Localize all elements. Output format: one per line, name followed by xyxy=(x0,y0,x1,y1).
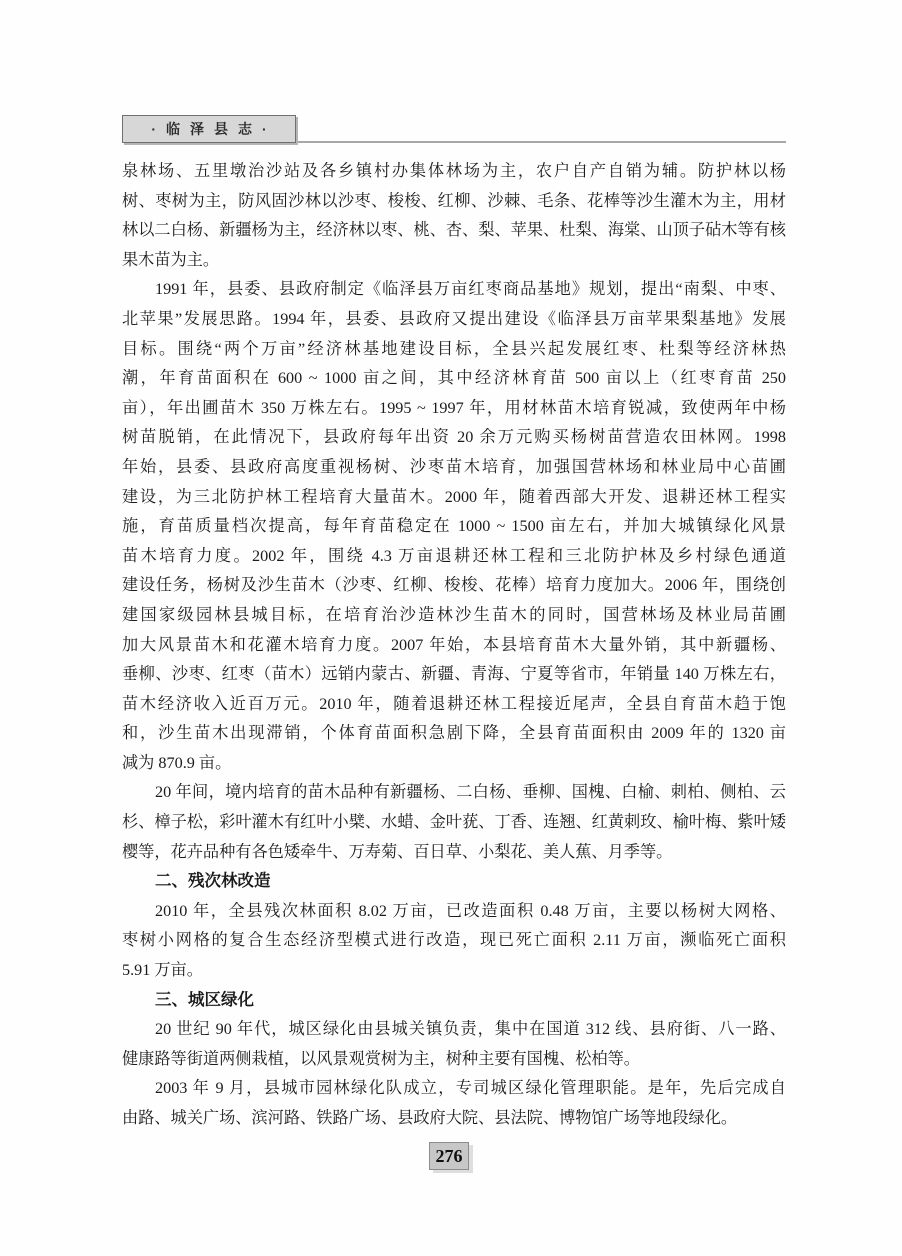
text-line: 2003 年 9 月，县城市园林绿化队成立，专司城区绿化管理职能。是年，先后完成自 xyxy=(155,1079,786,1098)
text-line: 垂柳、沙枣、红枣（苗木）远销内蒙古、新疆、青海、宁夏等省市，年销量 140 万株左右， xyxy=(122,665,786,684)
text-line: 建设，为三北防护林工程培育大量苗木。2000 年，随着西部大开发、退耕还林工程实 xyxy=(122,487,786,506)
text-line: 和，沙生苗木出现滞销，个体育苗面积急剧下降，全县育苗面积由 2009 年的 1320 亩 xyxy=(122,724,786,743)
text-line: 加大风景苗木和花灌木培育力度。2007 年始，本县培育苗木大量外销，其中新疆杨、 xyxy=(122,635,786,654)
text-line: 2010 年，全县残次林面积 8.02 万亩，已改造面积 0.48 万亩，主要以杨树大网格、 xyxy=(155,901,786,920)
book-title: ·临泽县志· xyxy=(151,121,277,137)
text-line: 建国家级园林县城目标，在培育治沙造林沙生苗木的同时，国营林场及林业局苗圃 xyxy=(122,605,786,624)
page-body-text xyxy=(122,157,786,1134)
text-line: 潮，年育苗面积在 600 ~ 1000 亩之间，其中经济林育苗 500 亩以上（红枣育苗 250 xyxy=(122,369,786,388)
text-line: 苗木培育力度。2002 年，围绕 4.3 万亩退耕还林工程和三北防护林及乡村绿色通道 xyxy=(122,546,786,565)
text-line: 20 年间，境内培育的苗木品种有新疆杨、二白杨、垂柳、国槐、白榆、刺柏、侧柏、云 xyxy=(155,783,786,802)
text-line: 施，育苗质量档次提高，每年育苗稳定在 1000 ~ 1500 亩左右，并加大城镇绿化风景 xyxy=(122,517,786,536)
text-line: 亩），年出圃苗木 350 万株左右。1995 ~ 1997 年，用材林苗木培育锐减，致使两年中杨 xyxy=(122,398,786,417)
running-head-box xyxy=(122,115,296,143)
text-line: 果木苗为主。 xyxy=(122,250,220,269)
text-line: 1991 年，县委、县政府制定《临泽县万亩红枣商品基地》规划，提出“南梨、中枣、 xyxy=(155,280,786,299)
section-heading: 二、残次林改造 xyxy=(155,872,271,891)
text-line: 树苗脱销，在此情况下，县政府每年出资 20 余万元购买杨树苗营造农田林网。1998 xyxy=(122,428,786,447)
page-number: 276 xyxy=(435,1145,463,1166)
text-line: 枣树小网格的复合生态经济型模式进行改造，现已死亡面积 2.11 万亩，濒临死亡面积 xyxy=(122,931,786,950)
text-line: 建设任务，杨树及沙生苗木（沙枣、红柳、梭梭、花棒）培育力度加大。2006 年，围绕创 xyxy=(122,576,786,595)
text-line: 目标。围绕“两个万亩”经济林基地建设目标，全县兴起发展红枣、杜梨等经济林热 xyxy=(122,339,786,358)
text-line: 减为 870.9 亩。 xyxy=(122,753,232,772)
text-line: 20 世纪 90 年代，城区绿化由县城关镇负责，集中在国道 312 线、县府街、八一路、 xyxy=(155,1020,786,1039)
text-line: 北苹果”发展思路。1994 年，县委、县政府又提出建设《临泽县万亩苹果梨基地》发展 xyxy=(122,309,786,328)
text-line: 由路、城关广场、滨河路、铁路广场、县政府大院、县法院、博物馆广场等地段绿化。 xyxy=(122,1109,738,1127)
text-line: 年始，县委、县政府高度重视杨树、沙枣苗木培育，加强国营林场和林业局中心苗圃 xyxy=(122,457,786,476)
text-line: 苗木经济收入近百万元。2010 年，随着退耕还林工程接近尾声，全县自育苗木趋于饱 xyxy=(122,694,786,713)
page-number-box xyxy=(429,1142,469,1170)
text-line: 樱等，花卉品种有各色矮牵牛、万寿菊、百日草、小梨花、美人蕉、月季等。 xyxy=(122,842,673,861)
text-line: 杉、樟子松，彩叶灌木有红叶小檗、水蜡、金叶莸、丁香、连翘、红黄刺玫、榆叶梅、紫叶矮 xyxy=(122,813,786,832)
text-line: 林以二白杨、新疆杨为主，经济林以枣、桃、杏、梨、苹果、杜梨、海棠、山顶子砧木等有核 xyxy=(122,221,786,240)
section-heading: 三、城区绿化 xyxy=(155,990,254,1009)
text-line: 健康路等街道两侧栽植，以风景观赏树为主，树种主要有国槐、松柏等。 xyxy=(122,1049,640,1068)
text-line: 5.91 万亩。 xyxy=(122,961,203,980)
text-line: 树、枣树为主，防风固沙林以沙枣、梭梭、红柳、沙棘、毛条、花棒等沙生灌木为主，用材 xyxy=(122,191,786,210)
text-line: 泉林场、五里墩治沙站及各乡镇村办集体林场为主，农户自产自销为辅。防护林以杨 xyxy=(122,162,786,180)
